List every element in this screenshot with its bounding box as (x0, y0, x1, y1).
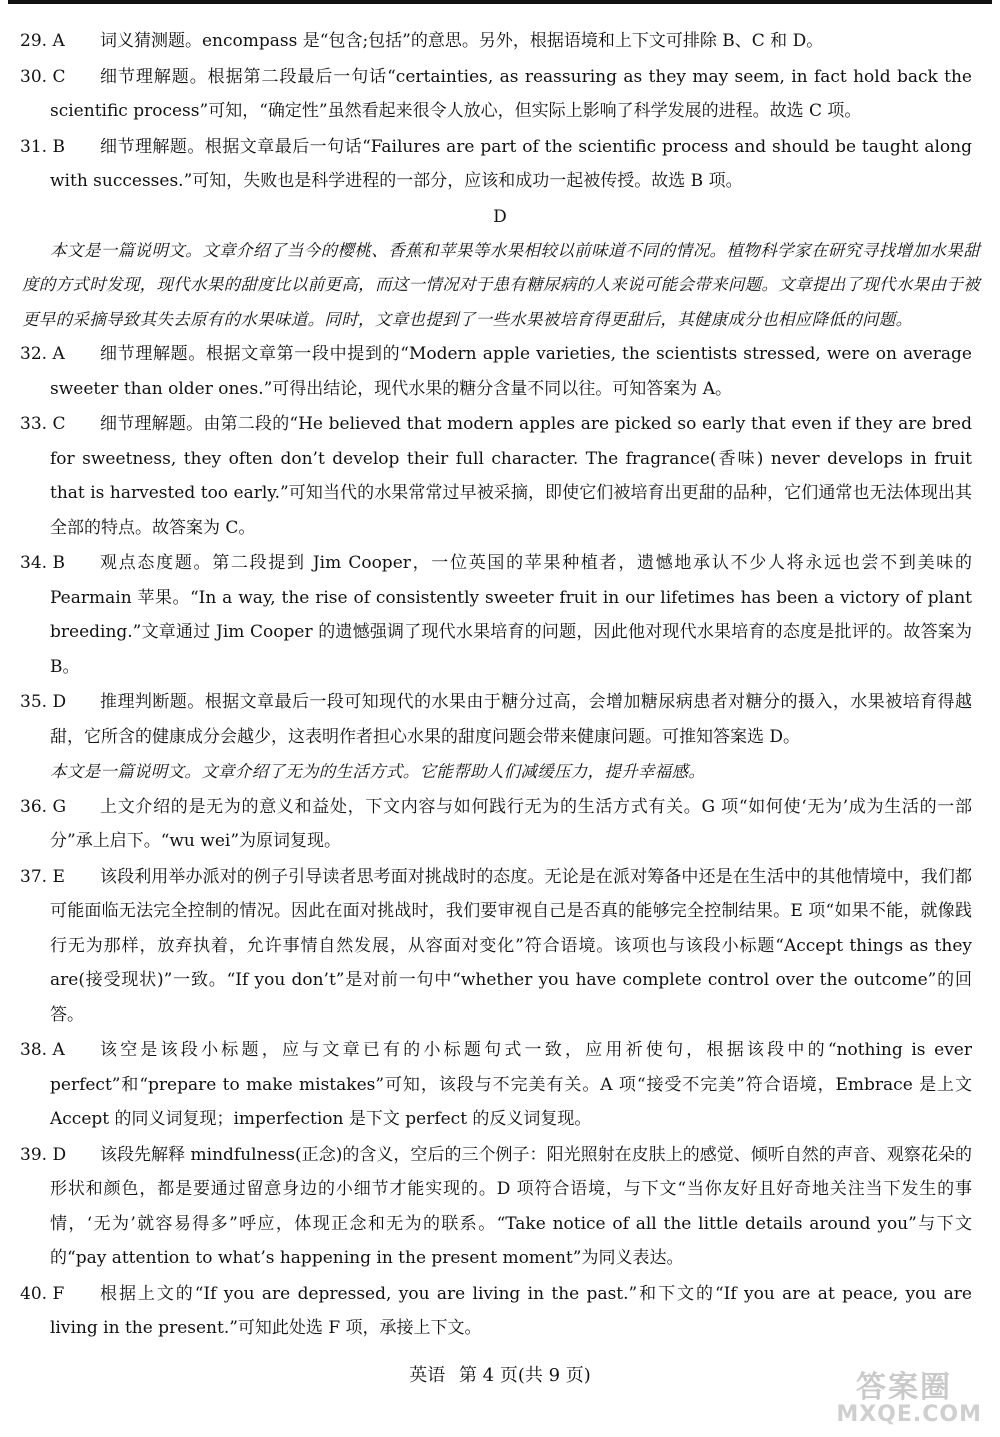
answer-explanation: 细节理解题。根据文章最后一句话“Failures are part of the scientific process and should be taught along with successes.”可知，失败也是科学进程的一部分，应该和成功一起被传授。故选 B 项。 (50, 136, 972, 191)
answer-explanation: 细节理解题。根据文章第一段中提到的“Modern apple varieties, the scientists stressed, were on average sweeter than older ones.”可得出结论，现代水果的糖分含量不同以往。可知答案为 A。 (50, 344, 972, 399)
answer-item (0, 685, 1000, 754)
answer-explanation: 推理判断题。根据文章最后一段可知现代的水果由于糖分过高，会增加糖尿病患者对糖分的摄入，水果被培育得越甜，它所含的健康成分会越少，这表明作者担心水果的甜度问题会带来健康问题。可推知答案选 D。 (50, 692, 972, 747)
question-number: 34. B (20, 553, 65, 573)
answer-explanation: 词义猜测题。encompass 是“包含;包括”的意思。另外，根据语境和上下文可排除 B、C 和 D。 (100, 31, 824, 51)
question-number: 37. E (20, 866, 65, 887)
answer-explanation: 上文介绍的是无为的意义和益处，下文内容与如何践行无为的生活方式有关。G 项“如何使‘无为’成为生活的一部分”承上启下。“wu wei”为原词复现。 (50, 796, 972, 851)
answer-item (0, 790, 1000, 859)
passage-summary: 本文是一篇说明文。文章介绍了当今的樱桃、香蕉和苹果等水果相较以前味道不同的情况。植物科学家在研究寻找增加水果甜度的方式时发现，现代水果的甜度比以前更高，而这一情况对于患有糖尿病的人来说可能会带来问题。文章提出了现代水果由于被更早的采摘导致其失去原有的水果味道。同时，文章也提到了一些水果被培育得更甜后，其健康成分也相应降低的问题。 (22, 240, 980, 329)
answer-item (0, 546, 1000, 684)
question-number: 32. A (20, 344, 65, 364)
answer-item (0, 60, 1000, 129)
answer-explanation: 该空是该段小标题，应与文章已有的小标题句式一致，应用祈使句，根据该段中的“nothing is ever perfect”和“prepare to make mistakes”可知，该段与不完美有关。A 项“接受不完美”符合语境，Embrace 是上文 Accept 的同义词复现；imperfection 是下文 perfect 的反义词复现。 (50, 1040, 972, 1129)
answer-item (0, 130, 1000, 199)
top-rule (8, 0, 992, 4)
answer-explanation: 根据上文的“If you are depressed, you are living in the past.”和下文的“If you are at peace, you are living in the present.”可知此处选 F 项，承接上下文。 (50, 1283, 972, 1338)
watermark (812, 1362, 982, 1432)
answer-explanation: 细节理解题。根据第二段最后一句话“certainties, as reassuring as they may seem, in fact hold back the scientific process”可知，“确定性”虽然看起来很令人放心，但实际上影响了科学发展的进程。故选 C 项。 (50, 66, 972, 121)
answer-explanation: 观点态度题。第二段提到 Jim Cooper，一位英国的苹果种植者，遗憾地承认不少人将永远也尝不到美味的 Pearmain 苹果。“In a way, the rise of consistently sweeter fruit in our lifetimes has been a victory of plant breeding.”文章通过 Jim Cooper 的遗憾强调了现代水果培育的问题，因此他对现代水果培育的态度是批评的。故答案为 B。 (50, 553, 972, 677)
answer-item (0, 1033, 1000, 1137)
passage-summary: 本文是一篇说明文。文章介绍了无为的生活方式。它能帮助人们减缓压力，提升幸福感。 (50, 762, 706, 781)
watermark-url: MXQE.COM (836, 1402, 982, 1427)
answer-item (0, 337, 1000, 406)
question-number: 31. B (20, 136, 65, 157)
answer-explanation: 细节理解题。由第二段的“He believed that modern apples are picked so early that even if they are bred for sweetness, they often don’t develop their full character. The fragrance(香味) never develops in fruit that is harvested too early.”可知当代的水果常常过早被采摘，即使它们被培育出更甜的品种，它们通常也无法体现出其全部的特点。故答案为 C。 (50, 414, 972, 538)
question-number: 35. D (20, 692, 67, 712)
page-number: 第 4 页(共 9 页) (458, 1365, 591, 1386)
question-number: 38. A (20, 1040, 65, 1060)
answer-item (0, 407, 1000, 545)
watermark-title: 答案圈 (856, 1370, 952, 1405)
question-number: 29. A (20, 31, 65, 51)
answer-item (0, 860, 1000, 1033)
answer-explanation: 该段先解释 mindfulness(正念)的含义，空后的三个例子：阳光照射在皮肤上的感觉、倾听自然的声音、观察花朵的形状和颜色，都是要通过留意身边的小细节才能实现的。D 项符合语境，与下文“当你友好且好奇地关注当下发生的事情，‘无为’就容易得多”呼应，体现正念和无为的联系。“Take notice of all the little details around you”与下文的“pay attention to what’s happening in the present moment”为同义表达。 (50, 1144, 972, 1268)
question-number: 33. C (20, 414, 66, 434)
question-number: 40. F (20, 1283, 65, 1304)
answer-explanation: 该段利用举办派对的例子引导读者思考面对挑战时的态度。无论是在派对筹备中还是在生活中的其他情境中，我们都可能面临无法完全控制的情况。因此在面对挑战时，我们要审视自己是否真的能够完全控制结果。E 项“如果不能，就像践行无为那样，放弃执着，允许事情自然发展，从容面对变化”符合语境。该项也与该段小标题“Accept things as they are(接受现状)”一致。“If you don’t”是对前一句中“whether you have complete control over the outcome”的回答。 (50, 866, 972, 1025)
question-number: 39. D (20, 1144, 67, 1165)
question-number: 30. C (20, 66, 66, 87)
answer-item (0, 1277, 1000, 1346)
question-number: 36. G (20, 796, 67, 817)
section-heading: D (493, 206, 507, 227)
answer-item (0, 24, 1000, 59)
page-content (0, 24, 1000, 1347)
answer-item (0, 1138, 1000, 1276)
subject-label: 英语 (409, 1365, 446, 1386)
